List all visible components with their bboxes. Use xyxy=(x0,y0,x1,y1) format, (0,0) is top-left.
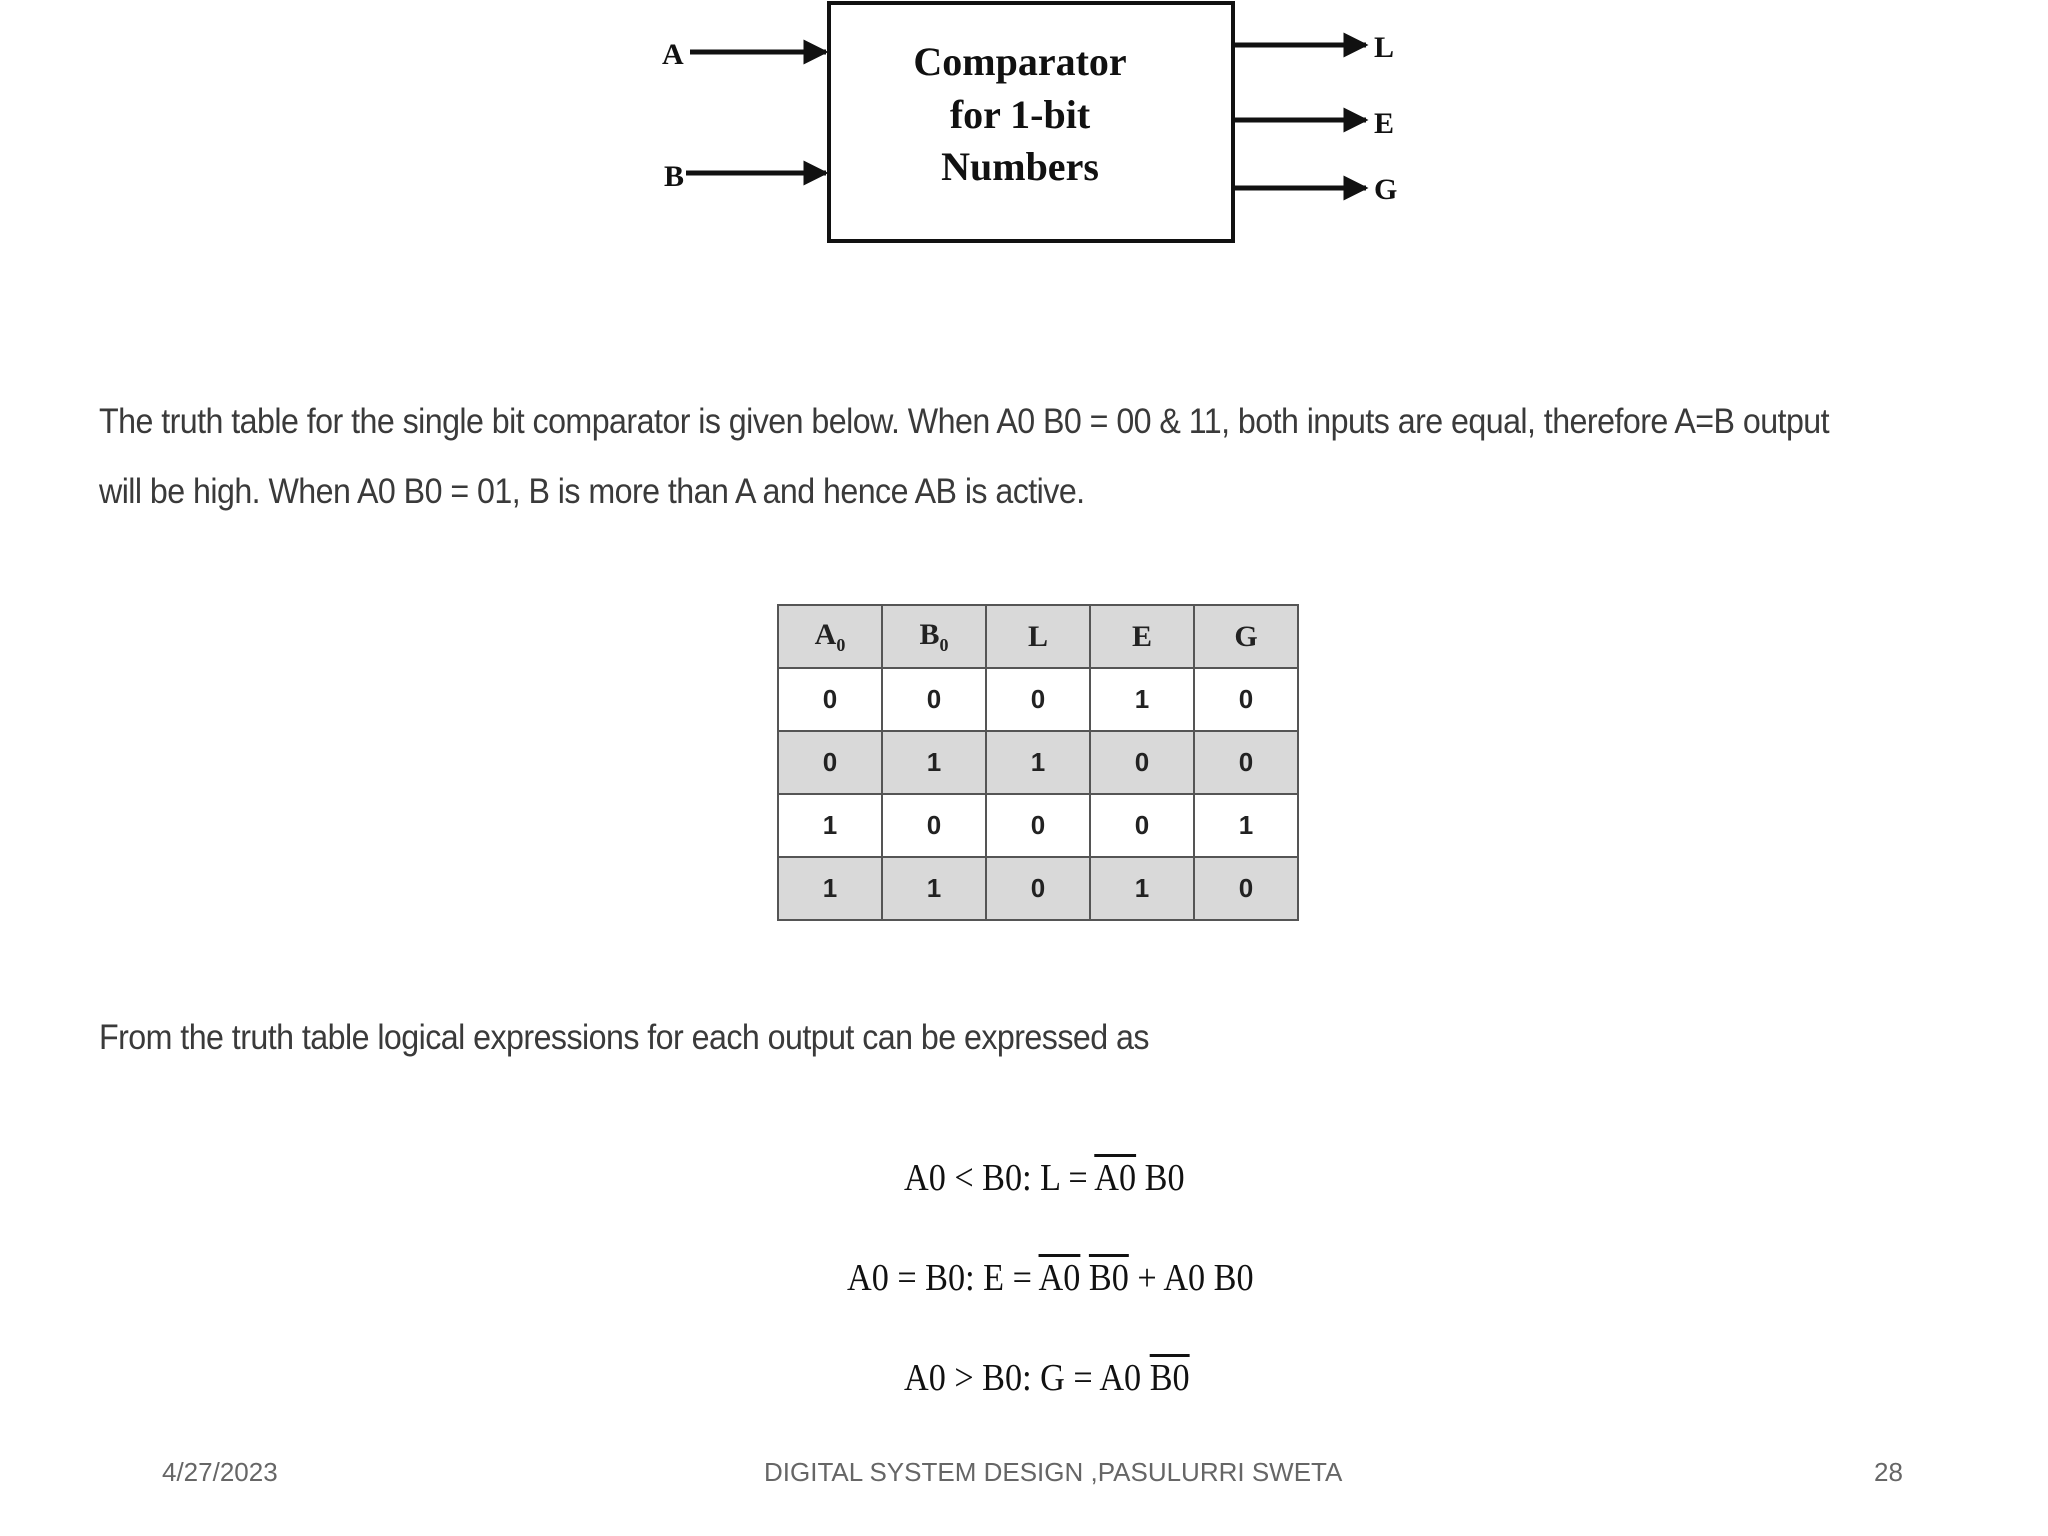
table-cell: 0 xyxy=(778,731,882,794)
table-cell: 1 xyxy=(1090,857,1194,920)
table-row xyxy=(778,794,1298,857)
table-cell: 0 xyxy=(986,794,1090,857)
eq2-a-bar: A0 xyxy=(1038,1257,1081,1299)
input-b-label: B xyxy=(664,160,685,193)
table-cell: 0 xyxy=(882,794,986,857)
expressions-intro-paragraph: From the truth table logical expressions for each output can be expressed as xyxy=(99,1018,1149,1057)
table-cell: 0 xyxy=(882,668,986,731)
table-cell: 1 xyxy=(1090,668,1194,731)
eq1-lhs: A0 < B0: L = xyxy=(904,1157,1095,1199)
block-title-line1: Comparator xyxy=(913,39,1127,84)
output-l-label: L xyxy=(1374,31,1395,64)
block-title-line3: Numbers xyxy=(941,144,1099,189)
output-e-label: E xyxy=(1374,107,1395,140)
table-cell: 0 xyxy=(1194,668,1298,731)
table-cell: 0 xyxy=(1090,731,1194,794)
block-title-line2: for 1-bit xyxy=(949,92,1091,137)
header-a0-main: A xyxy=(814,617,837,651)
table-cell: 0 xyxy=(1194,731,1298,794)
header-b0-main: B xyxy=(919,617,940,651)
table-cell: 1 xyxy=(882,731,986,794)
truth-table xyxy=(777,604,1299,921)
header-b0 xyxy=(882,605,986,668)
table-cell: 0 xyxy=(986,668,1090,731)
header-e: E xyxy=(1090,605,1194,668)
eq1-a-bar: A0 xyxy=(1094,1157,1137,1199)
eq2-lhs: A0 = B0: E = xyxy=(847,1257,1039,1299)
table-cell: 1 xyxy=(1194,794,1298,857)
equation-greater-than xyxy=(904,1356,1190,1400)
table-cell: 0 xyxy=(1090,794,1194,857)
equation-equal xyxy=(847,1256,1254,1300)
input-a-label: A xyxy=(662,38,684,71)
equation-less-than xyxy=(904,1156,1185,1200)
header-b0-sub: 0 xyxy=(939,634,949,655)
comparator-block-diagram xyxy=(0,0,2048,300)
eq3-b-bar: B0 xyxy=(1149,1357,1190,1399)
table-cell: 1 xyxy=(882,857,986,920)
header-a0-sub: 0 xyxy=(836,634,846,655)
table-header-row xyxy=(778,605,1298,668)
table-row xyxy=(778,668,1298,731)
table-cell: 0 xyxy=(1194,857,1298,920)
table-cell: 0 xyxy=(986,857,1090,920)
table-cell: 0 xyxy=(778,668,882,731)
eq2-rest: + A0 B0 xyxy=(1128,1257,1254,1299)
table-row xyxy=(778,731,1298,794)
footer-page-number: 28 xyxy=(1874,1457,1903,1487)
eq3-lhs: A0 > B0: G = A0 xyxy=(904,1357,1150,1399)
header-g: G xyxy=(1194,605,1298,668)
header-a0 xyxy=(778,605,882,668)
table-cell: 1 xyxy=(778,794,882,857)
header-l: L xyxy=(986,605,1090,668)
footer-title: DIGITAL SYSTEM DESIGN ,PASULURRI SWETA xyxy=(764,1457,1343,1487)
eq1-b: B0 xyxy=(1136,1157,1185,1199)
eq2-b-bar: B0 xyxy=(1088,1257,1129,1299)
table-cell: 1 xyxy=(986,731,1090,794)
description-paragraph: The truth table for the single bit comparator is given below. When A0 B0 = 00 & 11, both inputs are equal, therefore A=B output will be high. When A0 B0 = 01, B is more than A and hence AB is active. xyxy=(99,402,1830,511)
output-g-label: G xyxy=(1374,173,1398,206)
table-row xyxy=(778,857,1298,920)
footer-date: 4/27/2023 xyxy=(162,1457,278,1487)
table-cell: 1 xyxy=(778,857,882,920)
